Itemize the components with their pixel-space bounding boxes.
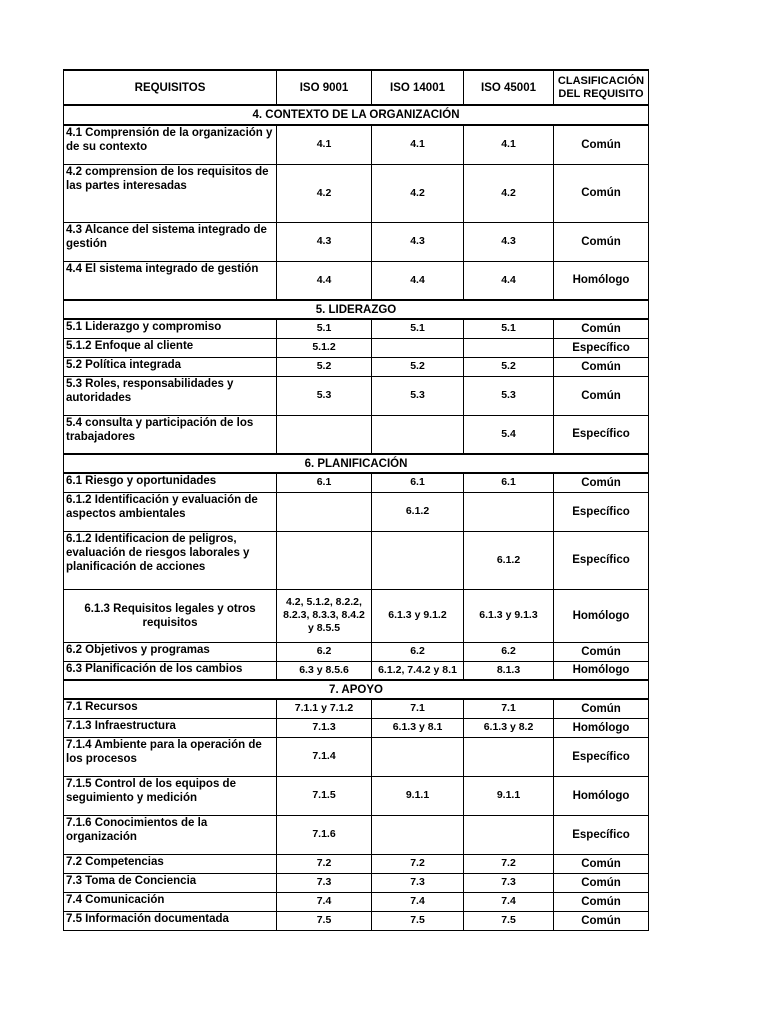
table-row: [64, 319, 649, 338]
iso9001-cell: 7.1.3: [277, 718, 372, 737]
iso14001-cell: 7.5: [372, 911, 464, 930]
requirement-cell: 5.3 Roles, responsabilidades y autoridades: [64, 376, 277, 415]
classification-cell: Común: [554, 164, 649, 222]
iso14001-cell: [372, 815, 464, 854]
iso9001-cell: [277, 492, 372, 531]
table-row: [64, 589, 649, 642]
header-requisitos: REQUISITOS: [64, 70, 277, 105]
section-title: 7. APOYO: [64, 680, 649, 699]
iso45001-cell: 7.1: [464, 699, 554, 718]
iso9001-cell: 5.3: [277, 376, 372, 415]
section-title: 6. PLANIFICACIÓN: [64, 454, 649, 473]
iso45001-cell: [464, 815, 554, 854]
classification-cell: Común: [554, 125, 649, 164]
iso14001-cell: [372, 737, 464, 776]
iso45001-cell: 4.1: [464, 125, 554, 164]
section-row: [64, 105, 649, 125]
iso45001-cell: 7.3: [464, 873, 554, 892]
classification-cell: Homólogo: [554, 718, 649, 737]
iso9001-cell: 5.2: [277, 357, 372, 376]
classification-cell: Común: [554, 854, 649, 873]
iso9001-cell: 7.1.4: [277, 737, 372, 776]
requirement-cell: 7.5 Información documentada: [64, 911, 277, 930]
iso45001-cell: 5.2: [464, 357, 554, 376]
requirement-cell: 4.1 Comprensión de la organización y de su contexto: [64, 125, 277, 164]
table-row: [64, 854, 649, 873]
classification-cell: Común: [554, 892, 649, 911]
table-row: [64, 873, 649, 892]
iso9001-cell: 7.1.6: [277, 815, 372, 854]
requirement-cell: 5.4 consulta y participación de los trabajadores: [64, 415, 277, 454]
table-row: [64, 661, 649, 680]
iso14001-cell: 7.3: [372, 873, 464, 892]
requirement-cell: 6.1.2 Identificacion de peligros, evaluación de riesgos laborales y planificación de acciones: [64, 531, 277, 589]
section-row: [64, 454, 649, 473]
requirement-cell: 5.1 Liderazgo y compromiso: [64, 319, 277, 338]
iso9001-cell: 7.1.5: [277, 776, 372, 815]
iso14001-cell: 5.2: [372, 357, 464, 376]
requirement-cell: 6.1.2 Identificación y evaluación de aspectos ambientales: [64, 492, 277, 531]
iso14001-cell: 6.1.2: [372, 492, 464, 531]
iso14001-cell: 5.3: [372, 376, 464, 415]
classification-cell: Común: [554, 222, 649, 261]
classification-cell: Común: [554, 699, 649, 718]
iso9001-cell: 4.4: [277, 261, 372, 300]
table-row: [64, 415, 649, 454]
iso14001-cell: 6.1.3 y 8.1: [372, 718, 464, 737]
iso9001-cell: 4.1: [277, 125, 372, 164]
requirement-cell: 6.3 Planificación de los cambios: [64, 661, 277, 680]
table-row: [64, 531, 649, 589]
requirement-cell: 5.1.2 Enfoque al cliente: [64, 338, 277, 357]
iso9001-cell: [277, 415, 372, 454]
header-iso45001: ISO 45001: [464, 70, 554, 105]
iso14001-cell: 4.3: [372, 222, 464, 261]
header-iso14001: ISO 14001: [372, 70, 464, 105]
table-row: [64, 699, 649, 718]
iso9001-cell: [277, 531, 372, 589]
iso45001-cell: 6.2: [464, 642, 554, 661]
table-row: [64, 338, 649, 357]
iso14001-cell: 6.2: [372, 642, 464, 661]
iso14001-cell: 4.2: [372, 164, 464, 222]
classification-cell: Específico: [554, 531, 649, 589]
iso45001-cell: [464, 338, 554, 357]
header-iso9001: ISO 9001: [277, 70, 372, 105]
iso45001-cell: 7.4: [464, 892, 554, 911]
requirement-cell: 7.3 Toma de Conciencia: [64, 873, 277, 892]
table-row: [64, 376, 649, 415]
classification-cell: Común: [554, 642, 649, 661]
table-row: [64, 125, 649, 164]
iso45001-cell: [464, 492, 554, 531]
iso9001-cell: 5.1.2: [277, 338, 372, 357]
requirements-table: [63, 69, 649, 931]
table-row: [64, 718, 649, 737]
classification-cell: Común: [554, 357, 649, 376]
iso45001-cell: 7.2: [464, 854, 554, 873]
iso9001-cell: 7.2: [277, 854, 372, 873]
requirement-cell: 7.1.3 Infraestructura: [64, 718, 277, 737]
iso14001-cell: 4.1: [372, 125, 464, 164]
classification-cell: Común: [554, 376, 649, 415]
iso9001-cell: 4.2: [277, 164, 372, 222]
classification-cell: Específico: [554, 815, 649, 854]
iso45001-cell: 6.1: [464, 473, 554, 492]
iso45001-cell: 7.5: [464, 911, 554, 930]
iso14001-cell: [372, 338, 464, 357]
table-row: [64, 892, 649, 911]
iso14001-cell: 9.1.1: [372, 776, 464, 815]
classification-cell: Común: [554, 319, 649, 338]
requirement-cell: 7.1.5 Control de los equipos de seguimiento y medición: [64, 776, 277, 815]
iso14001-cell: 7.2: [372, 854, 464, 873]
iso9001-cell: 7.4: [277, 892, 372, 911]
requirement-cell: 7.1.6 Conocimientos de la organización: [64, 815, 277, 854]
iso14001-cell: [372, 531, 464, 589]
iso45001-cell: 5.4: [464, 415, 554, 454]
iso9001-cell: 7.3: [277, 873, 372, 892]
table-row: [64, 776, 649, 815]
classification-cell: Específico: [554, 338, 649, 357]
table-row: [64, 737, 649, 776]
iso45001-cell: 4.2: [464, 164, 554, 222]
iso14001-cell: 6.1: [372, 473, 464, 492]
iso9001-cell: 7.1.1 y 7.1.2: [277, 699, 372, 718]
classification-cell: Homólogo: [554, 661, 649, 680]
requirement-cell: 7.1 Recursos: [64, 699, 277, 718]
table-row: [64, 815, 649, 854]
requirement-cell: 7.4 Comunicación: [64, 892, 277, 911]
iso14001-cell: 6.1.3 y 9.1.2: [372, 589, 464, 642]
iso14001-cell: 4.4: [372, 261, 464, 300]
classification-cell: Específico: [554, 737, 649, 776]
table-row: [64, 261, 649, 300]
requirement-cell: 5.2 Política integrada: [64, 357, 277, 376]
iso45001-cell: 5.1: [464, 319, 554, 338]
requirement-cell: 7.2 Competencias: [64, 854, 277, 873]
requirement-cell: 4.4 El sistema integrado de gestión: [64, 261, 277, 300]
requirement-cell: 4.3 Alcance del sistema integrado de gestión: [64, 222, 277, 261]
iso9001-cell: 4.2, 5.1.2, 8.2.2, 8.2.3, 8.3.3, 8.4.2 y 8.5.5: [277, 589, 372, 642]
iso9001-cell: 6.2: [277, 642, 372, 661]
header-clasificacion: CLASIFICACIÓN DEL REQUISITO: [554, 70, 649, 105]
iso9001-cell: 4.3: [277, 222, 372, 261]
iso14001-cell: 5.1: [372, 319, 464, 338]
table-row: [64, 911, 649, 930]
classification-cell: Homólogo: [554, 589, 649, 642]
section-row: [64, 680, 649, 699]
iso14001-cell: 7.4: [372, 892, 464, 911]
table-row: [64, 164, 649, 222]
iso9001-cell: 6.3 y 8.5.6: [277, 661, 372, 680]
iso45001-cell: 4.3: [464, 222, 554, 261]
table-row: [64, 492, 649, 531]
iso45001-cell: 8.1.3: [464, 661, 554, 680]
iso45001-cell: 6.1.2: [464, 531, 554, 589]
classification-cell: Común: [554, 911, 649, 930]
table-row: [64, 642, 649, 661]
iso14001-cell: [372, 415, 464, 454]
requirement-cell: 6.1.3 Requisitos legales y otros requisitos: [64, 589, 277, 642]
classification-cell: Común: [554, 473, 649, 492]
iso14001-cell: 6.1.2, 7.4.2 y 8.1: [372, 661, 464, 680]
iso9001-cell: 6.1: [277, 473, 372, 492]
section-title: 5. LIDERAZGO: [64, 300, 649, 319]
table-body: [64, 105, 649, 930]
iso14001-cell: 7.1: [372, 699, 464, 718]
iso45001-cell: [464, 737, 554, 776]
classification-cell: Homólogo: [554, 261, 649, 300]
requirement-cell: 6.2 Objetivos y programas: [64, 642, 277, 661]
classification-cell: Homólogo: [554, 776, 649, 815]
classification-cell: Específico: [554, 492, 649, 531]
table-row: [64, 473, 649, 492]
requirement-cell: 7.1.4 Ambiente para la operación de los procesos: [64, 737, 277, 776]
classification-cell: Común: [554, 873, 649, 892]
table-row: [64, 222, 649, 261]
requirement-cell: 4.2 comprension de los requisitos de las partes interesadas: [64, 164, 277, 222]
requirement-cell: 6.1 Riesgo y oportunidades: [64, 473, 277, 492]
section-row: [64, 300, 649, 319]
iso9001-cell: 5.1: [277, 319, 372, 338]
iso45001-cell: 6.1.3 y 9.1.3: [464, 589, 554, 642]
section-title: 4. CONTEXTO DE LA ORGANIZACIÓN: [64, 105, 649, 125]
table-row: [64, 357, 649, 376]
iso45001-cell: 5.3: [464, 376, 554, 415]
header-row: [64, 70, 649, 105]
iso45001-cell: 9.1.1: [464, 776, 554, 815]
classification-cell: Específico: [554, 415, 649, 454]
iso45001-cell: 4.4: [464, 261, 554, 300]
iso45001-cell: 6.1.3 y 8.2: [464, 718, 554, 737]
iso9001-cell: 7.5: [277, 911, 372, 930]
